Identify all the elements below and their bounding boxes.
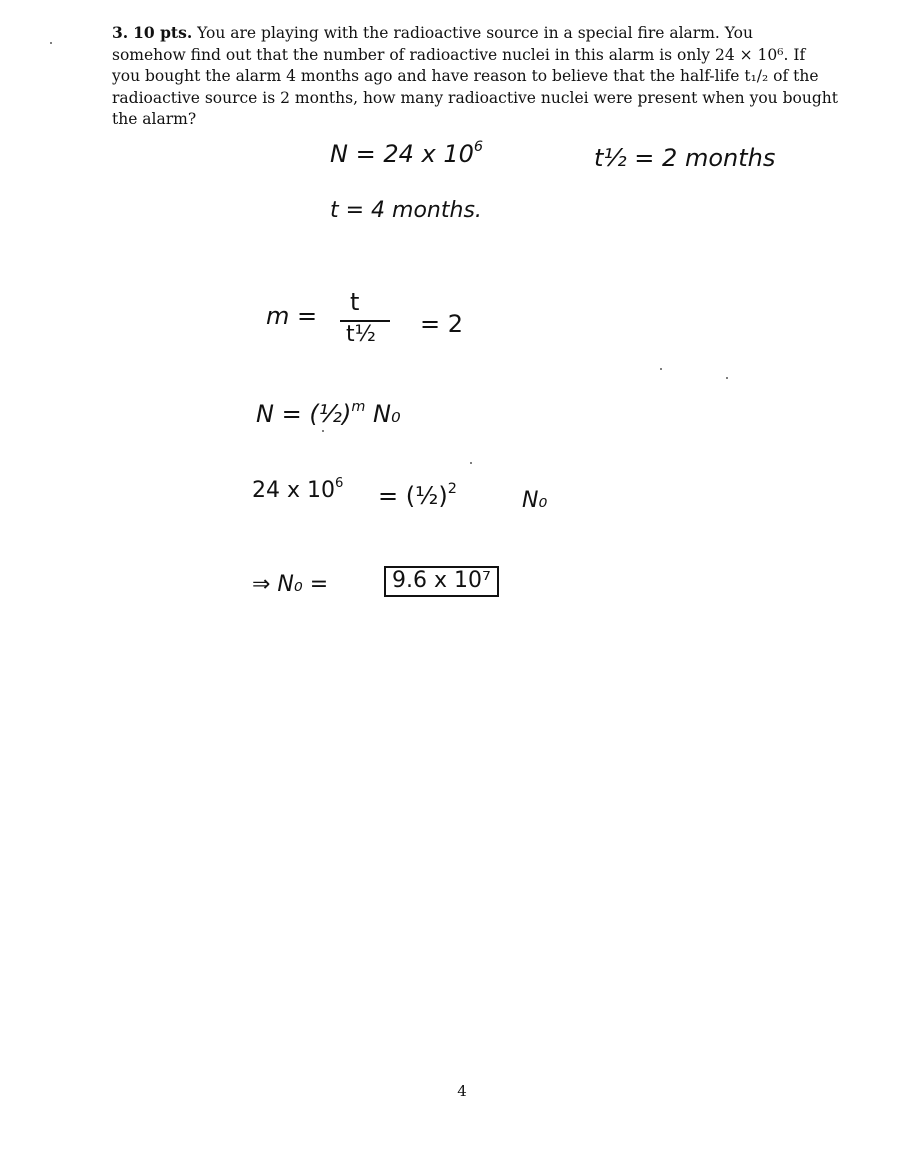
problem-line-5: the alarm? bbox=[112, 110, 197, 128]
substituted-rhs: = (½)$^2$ bbox=[378, 481, 457, 510]
scan-speck bbox=[50, 42, 52, 44]
scan-speck bbox=[660, 368, 662, 370]
m-numerator: t bbox=[350, 288, 360, 316]
problem-text-1: You are playing with the radioactive source in a special fire alarm. You bbox=[197, 24, 753, 42]
problem-line-2: somehow find out that the number of radioactive nuclei in this alarm is only 24 × 10⁶. If bbox=[112, 45, 806, 64]
problem-points: 10 pts. bbox=[133, 23, 193, 42]
scan-speck bbox=[726, 377, 728, 379]
given-n: N = 24 x $10^6$ bbox=[330, 139, 484, 168]
m-denominator: t½ bbox=[346, 322, 376, 347]
given-half-life: t½ = 2 months bbox=[594, 144, 776, 172]
problem-line-4: radioactive source is 2 months, how many radioactive nuclei were present when you bought bbox=[112, 88, 838, 107]
problem-line-3: you bought the alarm 4 months ago and have reason to believe that the half-life t₁/₂ of the bbox=[112, 67, 819, 85]
decay-law: N = (½)$^m$ N₀ bbox=[256, 399, 401, 428]
m-rhs: = 2 bbox=[420, 310, 464, 338]
result-lhs: ⇒ N₀ = bbox=[252, 572, 329, 597]
given-time: t = 4 months. bbox=[330, 198, 482, 223]
substituted-lhs: 24 x $10^6$ bbox=[252, 476, 344, 503]
problem-number: 3. bbox=[112, 23, 129, 42]
boxed-answer: 9.6 x 10⁷ bbox=[384, 566, 499, 597]
m-lhs: m = bbox=[266, 302, 318, 330]
problem-line-1 bbox=[112, 22, 812, 45]
problem-statement bbox=[112, 22, 838, 131]
substituted-tail: N₀ bbox=[522, 488, 548, 513]
page-number: 4 bbox=[457, 1082, 467, 1100]
scan-speck bbox=[322, 430, 324, 432]
scan-speck bbox=[470, 462, 472, 464]
